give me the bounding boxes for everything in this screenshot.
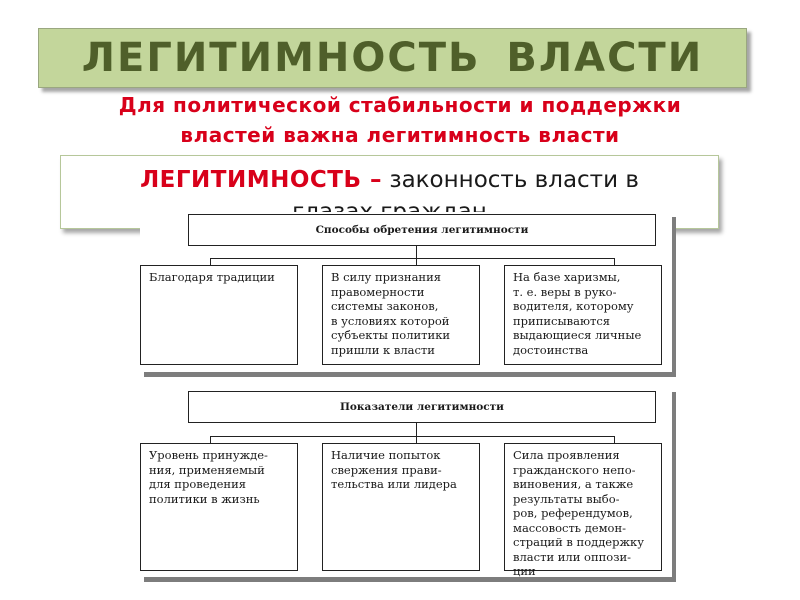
legitimacy-sources-header: Способы обретения легитимности [188, 214, 656, 246]
source-box-tradition: Благодаря традиции [140, 265, 298, 365]
indicator-box-coercion: Уровень принужде- ния, применяемый для проведения политики в жизнь [140, 443, 298, 571]
connector-vertical [416, 423, 417, 437]
definition-text: законность власти в [382, 167, 639, 193]
indicator-box-overthrow: Наличие попыток свержения прави- тельства или лидера [322, 443, 480, 571]
definition-line-1 [61, 164, 718, 196]
slide-subtitle [30, 90, 770, 150]
connector-horizontal [210, 436, 614, 437]
indicator-box-disobedience: Сила проявления гражданского непо- виновения, а также результаты выбо- ров, референдумов, массовость демон- страций в поддержку власти или оппози- ции [504, 443, 662, 571]
connector-horizontal [210, 258, 614, 259]
legitimacy-indicators-header: Показатели легитимности [188, 391, 656, 423]
subtitle-line-2: властей важна легитимность власти [180, 123, 620, 147]
slide-title: ЛЕГИТИМНОСТЬ ВЛАСТИ [38, 28, 747, 88]
subtitle-line-1: Для политической стабильности и поддержки [118, 93, 682, 117]
source-box-law: В силу признания правомерности системы законов, в условиях которой субъекты политики пришли к власти [322, 265, 480, 365]
legitimacy-indicators-diagram [140, 387, 672, 577]
source-box-charisma: На базе харизмы, т. е. веры в руко- водителя, которому приписываются выдающиеся личные достоинства [504, 265, 662, 365]
definition-term: ЛЕГИТИМНОСТЬ – [140, 167, 383, 193]
legitimacy-sources-diagram [140, 212, 672, 372]
